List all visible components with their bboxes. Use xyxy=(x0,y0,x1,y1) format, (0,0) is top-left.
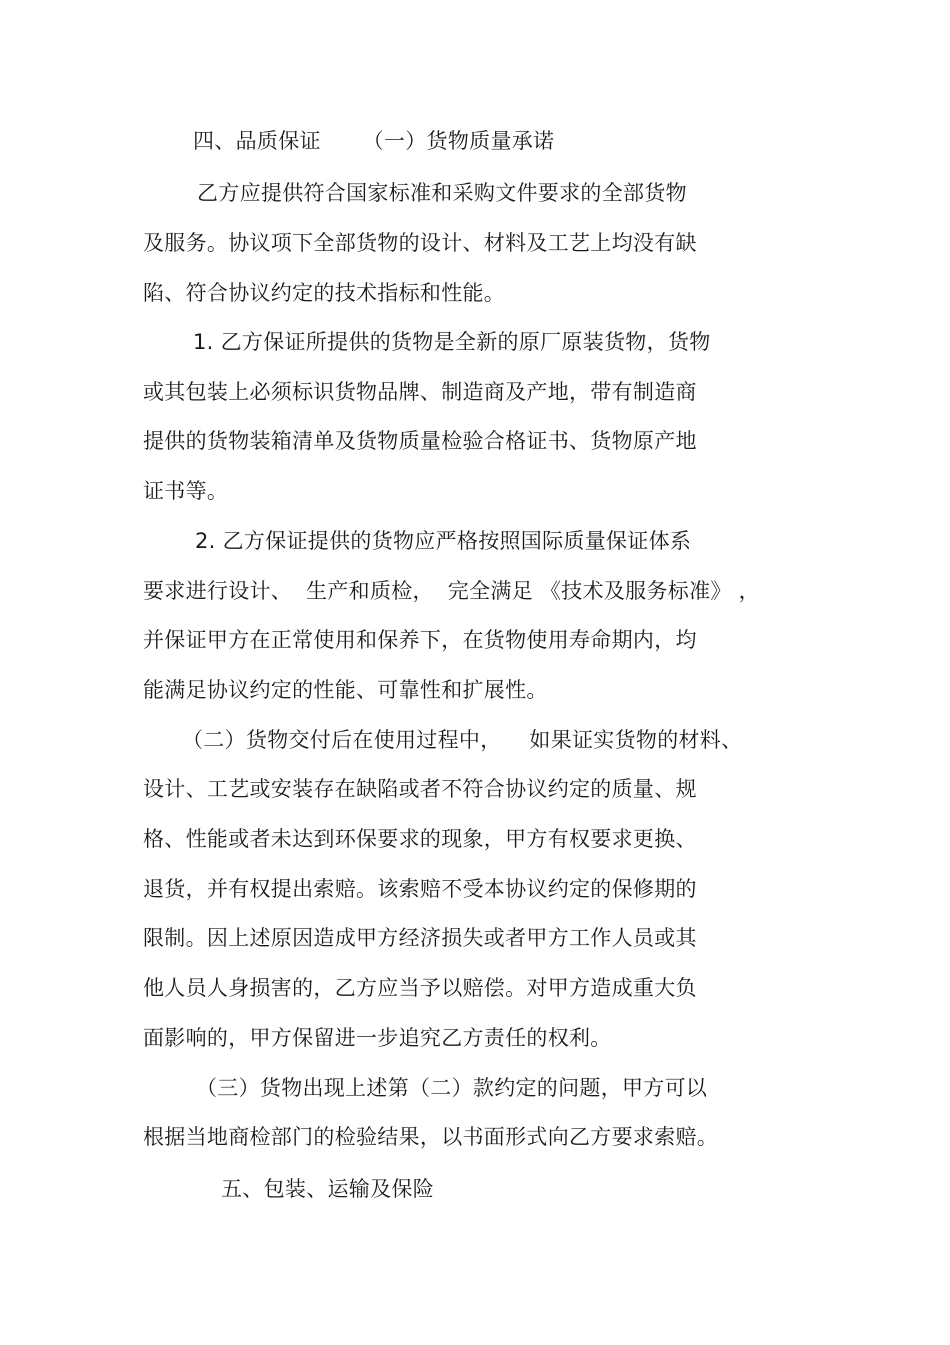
paragraph-line: 他人员人身损害的，乙方应当予以赔偿。对甲方造成重大负 xyxy=(143,976,697,1000)
paragraph-line: 2. 乙方保证提供的货物应严格按照国际质量保证体系 xyxy=(195,529,692,553)
paragraph-line: 并保证甲方在正常使用和保养下，在货物使用寿命期内，均 xyxy=(143,628,697,652)
paragraph-line: 1. 乙方保证所提供的货物是全新的原厂原装货物，货物 xyxy=(193,330,711,354)
paragraph-line: 限制。因上述原因造成甲方经济损失或者甲方工作人员或其 xyxy=(143,926,697,950)
paragraph-line: 要求进行设计、 生产和质检， 完全满足 《技术及服务标准》 ， xyxy=(143,579,760,603)
paragraph-line: 能满足协议约定的性能、可靠性和扩展性。 xyxy=(143,678,548,702)
paragraph-line: 面影响的，甲方保留进一步追究乙方责任的权利。 xyxy=(143,1026,612,1050)
paragraph-line: （三）货物出现上述第（二）款约定的问题，甲方可以 xyxy=(196,1076,708,1100)
paragraph-line: （二）货物交付后在使用过程中， 如果证实货物的材料、 xyxy=(182,728,743,752)
paragraph-line: 设计、工艺或安装存在缺陷或者不符合协议约定的质量、规 xyxy=(143,777,697,801)
paragraph-line: 证书等。 xyxy=(143,479,229,503)
paragraph-line: 退货，并有权提出索赔。该索赔不受本协议约定的保修期的 xyxy=(143,877,697,901)
paragraph-line: 格、性能或者未达到环保要求的现象，甲方有权要求更换、 xyxy=(143,827,697,851)
section-heading-quality: 四、品质保证 （一）货物质量承诺 xyxy=(193,129,555,153)
paragraph-line: 陷、符合协议约定的技术指标和性能。 xyxy=(143,281,506,305)
paragraph-line: 提供的货物装箱清单及货物质量检验合格证书、货物原产地 xyxy=(143,429,697,453)
paragraph-line: 乙方应提供符合国家标准和采购文件要求的全部货物 xyxy=(197,181,687,205)
section-heading-packaging: 五、包装、运输及保险 xyxy=(221,1177,434,1201)
paragraph-line: 根据当地商检部门的检验结果，以书面形式向乙方要求索赔。 xyxy=(143,1125,719,1149)
paragraph-line: 及服务。协议项下全部货物的设计、材料及工艺上均没有缺 xyxy=(143,231,697,255)
paragraph-line: 或其包装上必须标识货物品牌、制造商及产地，带有制造商 xyxy=(143,380,697,404)
